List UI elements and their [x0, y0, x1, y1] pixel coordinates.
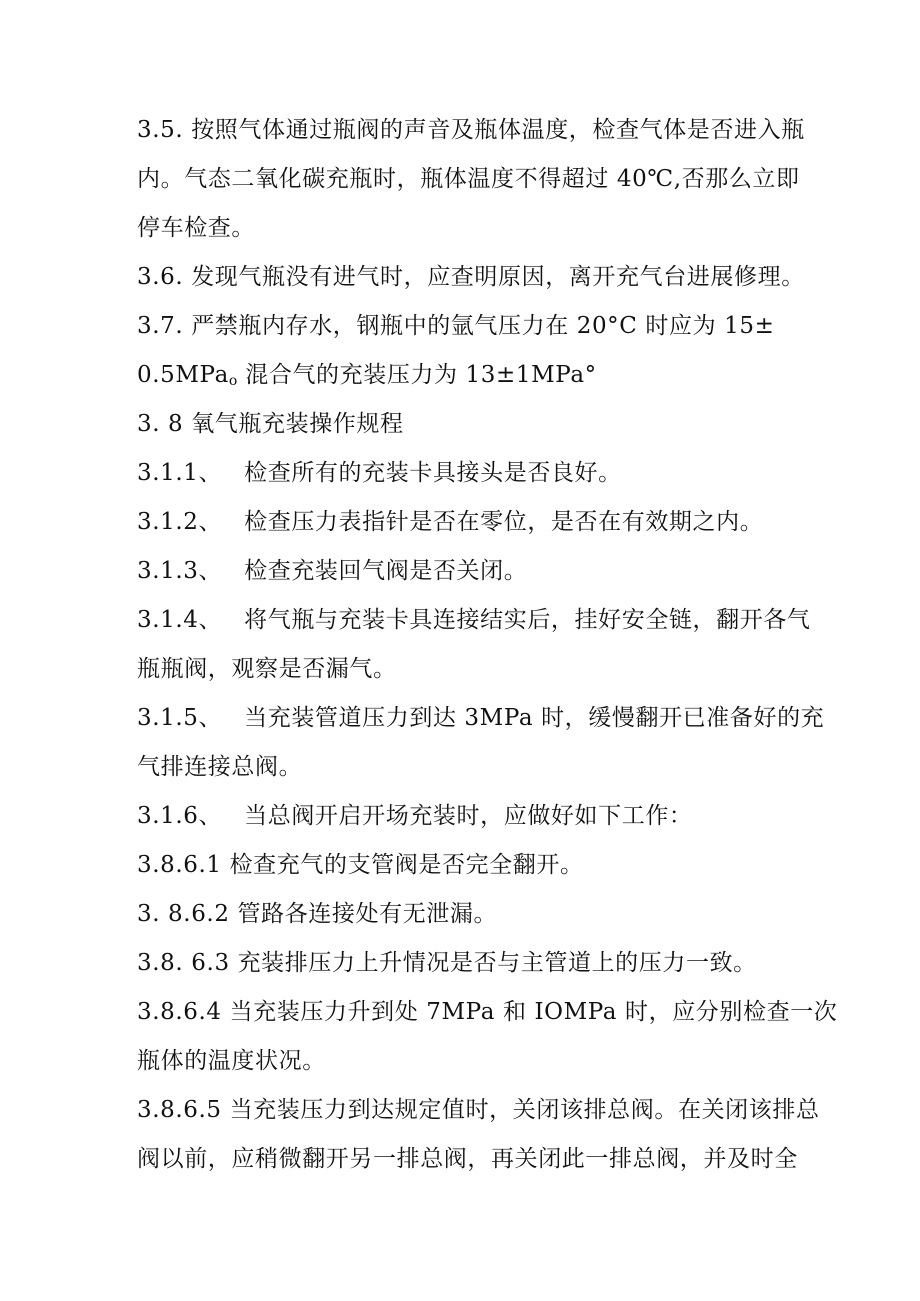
sub-text: 6.3 充装排压力上升情况是否与主管道上的压力一致。	[191, 950, 757, 976]
para-3-5-line-1: 3.5. 按照气体通过瓶阀的声音及瓶体温度，检查气体是否进入瓶	[137, 117, 805, 143]
item-text: 当充装管道压力到达 3MPa 时，缓慢翻开已准备好的充	[244, 705, 825, 731]
sub-3-8-6-4-line-1: 3.8.6.4 当充装压力升到处 7MPa 和 IOMPa 时，应分别检查一次	[137, 999, 838, 1025]
item-number: 3.1.3、	[137, 558, 223, 584]
para-3-5-line-2: 内。气态二氧化碳充瓶时，瓶体温度不得超过 40℃,否那么立即	[137, 166, 800, 192]
sub-number: 3.8.	[137, 950, 184, 976]
sub-3-8-6-3	[137, 947, 817, 979]
sub-3-8-6-5-line-2: 阀以前，应稍微翻开另一排总阀，再关闭此一排总阀，并及时全	[137, 1146, 798, 1172]
item-3-1-6	[137, 800, 817, 832]
sub-3-8-6-4-line-2: 瓶体的温度状况。	[137, 1048, 326, 1074]
para-3-7-line-1: 3.7. 严禁瓶内存水，钢瓶中的氩气压力在 20°C 时应为 15±	[137, 313, 775, 339]
item-3-1-5-cont: 气排连接总阀。	[137, 754, 303, 780]
item-3-1-3	[137, 555, 817, 587]
para-3-5-line-3: 停车检查。	[137, 215, 255, 241]
item-number: 3.1.5、	[137, 705, 223, 731]
item-3-1-2	[137, 506, 817, 538]
section-3-8-title: 3. 8 氧气瓶充装操作规程	[137, 411, 404, 437]
item-text: 检查充装回气阀是否关闭。	[244, 558, 528, 584]
item-text: 当总阀开启开场充装时，应做好如下工作：	[244, 803, 693, 829]
item-3-1-4	[137, 604, 817, 636]
sub-3-8-6-5-line-1: 3.8.6.5 当充装压力到达规定值时，关闭该排总阀。在关闭该排总	[137, 1097, 820, 1123]
item-3-1-5	[137, 702, 825, 734]
item-text: 检查压力表指针是否在零位，是否在有效期之内。	[244, 509, 764, 535]
item-3-1-4-cont: 瓶瓶阀，观察是否漏气。	[137, 656, 397, 682]
para-3-6: 3.6. 发现气瓶没有进气时，应查明原因，离开充气台进展修理。	[137, 264, 805, 290]
sub-3-8-6-2: 3. 8.6.2 管路各连接处有无泄漏。	[137, 901, 498, 927]
item-number: 3.1.6、	[137, 803, 223, 829]
pressure-value: 0.5MPa	[137, 362, 229, 388]
item-3-1-1	[137, 457, 817, 489]
mix-gas-text: 混合气的充装压力为 13±1MPa°	[237, 362, 597, 388]
sub-3-8-6-1: 3.8.6.1 检查充气的支管阀是否完全翻开。	[137, 852, 584, 878]
item-number: 3.1.2、	[137, 509, 223, 535]
item-number: 3.1.4、	[137, 607, 223, 633]
item-text: 检查所有的充装卡具接头是否良好。	[244, 460, 622, 486]
subscript-o: o	[228, 373, 238, 389]
item-number: 3.1.1、	[137, 460, 223, 486]
para-3-7-line-2	[137, 359, 817, 397]
item-text: 将气瓶与充装卡具连接结实后，挂好安全链，翻开各气	[244, 607, 811, 633]
